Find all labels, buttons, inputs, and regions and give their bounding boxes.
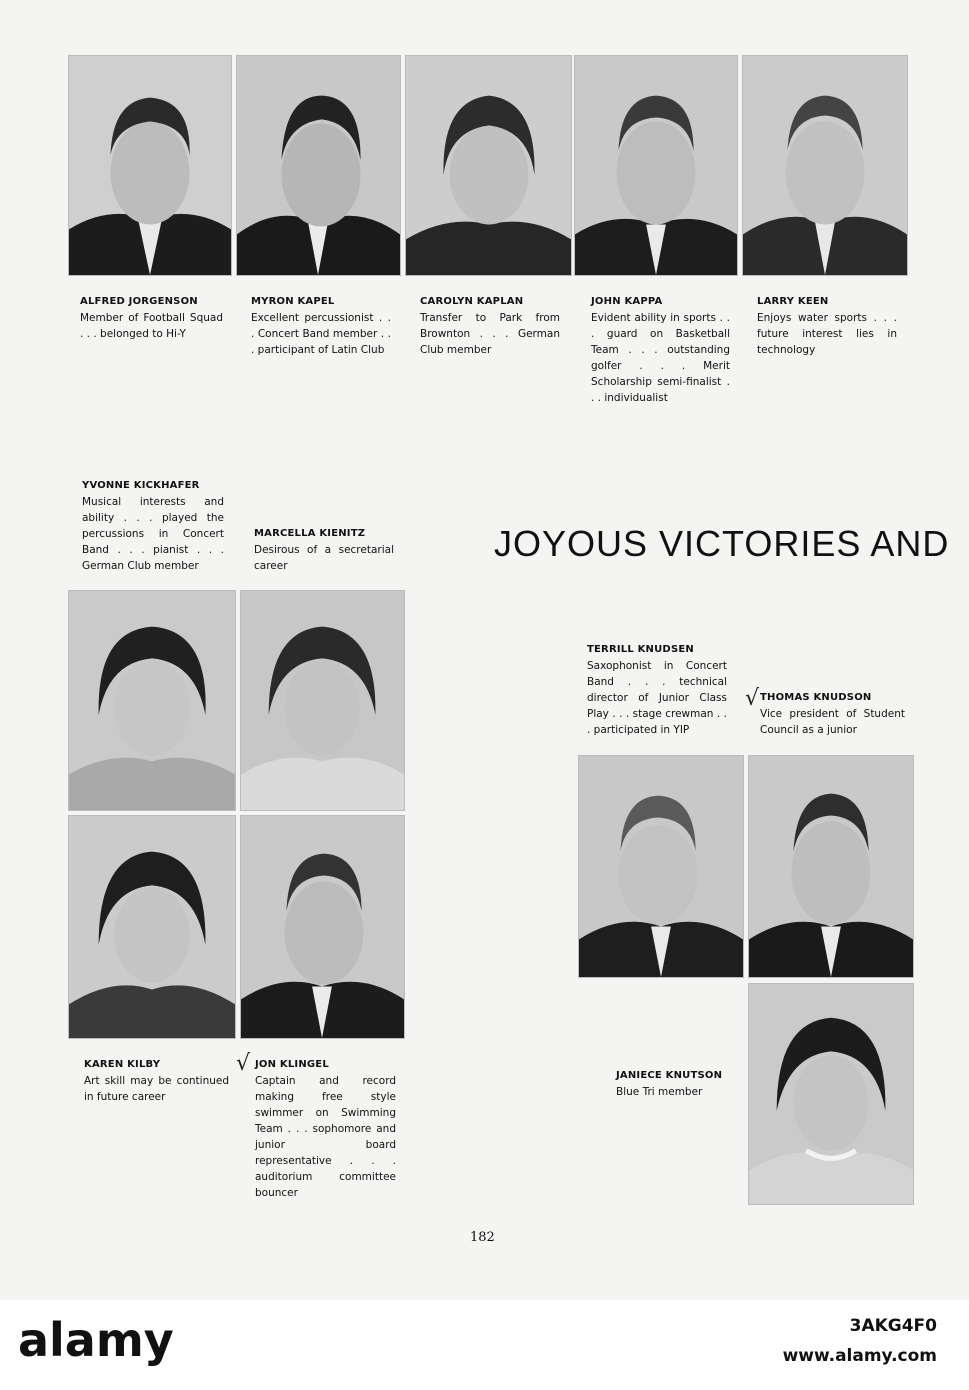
student-bio: Desirous of a secretarial career — [254, 544, 394, 572]
caption-thomas-knudson — [760, 690, 905, 738]
caption-yvonne-kickhafer — [82, 478, 224, 574]
caption-alfred-jorgenson — [80, 294, 223, 342]
caption-john-kappa — [591, 294, 730, 406]
student-bio: Member of Football Squad . . . belonged to Hi-Y — [80, 312, 223, 340]
caption-terrill-knudsen — [587, 642, 727, 738]
student-bio: Enjoys water sports . . . future interest lies in technology — [757, 312, 897, 356]
page-headline: JOYOUS VICTORIES AND — [494, 523, 950, 564]
page-number: 182 — [470, 1230, 495, 1245]
student-name: JOHN KAPPA — [591, 296, 663, 307]
student-name: MYRON KAPEL — [251, 296, 335, 307]
caption-larry-keen — [757, 294, 897, 358]
portrait-larry-keen — [742, 55, 908, 276]
portrait-alfred-jorgenson — [68, 55, 232, 276]
student-bio: Blue Tri member — [616, 1086, 703, 1098]
student-name: JON KLINGEL — [255, 1059, 329, 1070]
check-mark-jon-klingel: √ — [236, 1051, 251, 1076]
portrait-thomas-knudson — [748, 755, 914, 978]
student-name: JANIECE KNUTSON — [616, 1070, 723, 1081]
portrait-terrill-knudsen — [578, 755, 744, 978]
image-id: 3AKG4F0 — [849, 1316, 937, 1336]
student-bio: Excellent percussionist . . . Concert Band member . . . participant of Latin Club — [251, 312, 391, 356]
student-bio: Musical interests and ability . . . played the percussions in Concert Band . . . pianist . . . German Club member — [82, 496, 224, 572]
caption-jon-klingel — [255, 1057, 396, 1201]
portrait-karen-kilby — [68, 815, 236, 1039]
portrait-janiece-knutson — [748, 983, 914, 1205]
portrait-marcella-kienitz — [240, 590, 405, 811]
student-name: YVONNE KICKHAFER — [82, 480, 200, 491]
student-name: KAREN KILBY — [84, 1059, 161, 1070]
portrait-john-kappa — [574, 55, 738, 276]
portrait-jon-klingel — [240, 815, 405, 1039]
check-mark-thomas-knudson: √ — [745, 686, 760, 711]
student-name: ALFRED JORGENSON — [80, 296, 198, 307]
student-bio: Vice president of Student Council as a junior — [760, 708, 905, 736]
caption-marcella-kienitz — [254, 526, 394, 574]
student-bio: Evident ability in sports . . . guard on Basketball Team . . . outstanding golfer . . . Merit Scholarship semi-finalist . . . individualist — [591, 312, 730, 404]
student-name: MARCELLA KIENITZ — [254, 528, 366, 539]
alamy-logo: alamy — [18, 1313, 174, 1367]
student-bio: Saxophonist in Concert Band . . . technical director of Junior Class Play . . . stage crewman . . . participated in YIP — [587, 660, 727, 736]
caption-carolyn-kaplan — [420, 294, 560, 358]
student-name: TERRILL KNUDSEN — [587, 644, 694, 655]
student-name: CAROLYN KAPLAN — [420, 296, 524, 307]
caption-janiece-knutson — [616, 1068, 741, 1100]
student-bio: Transfer to Park from Brownton . . . German Club member — [420, 312, 560, 356]
student-bio: Art skill may be continued in future career — [84, 1075, 229, 1103]
caption-karen-kilby — [84, 1057, 229, 1105]
portrait-yvonne-kickhafer — [68, 590, 236, 811]
student-name: LARRY KEEN — [757, 296, 829, 307]
alamy-url: www.alamy.com — [782, 1346, 937, 1366]
portrait-carolyn-kaplan — [405, 55, 572, 276]
caption-myron-kapel — [251, 294, 391, 358]
portrait-myron-kapel — [236, 55, 401, 276]
student-name: THOMAS KNUDSON — [760, 692, 872, 703]
student-bio: Captain and record making free style swimmer on Swimming Team . . . sophomore and junior board representative . . . auditorium committee bouncer — [255, 1075, 396, 1199]
